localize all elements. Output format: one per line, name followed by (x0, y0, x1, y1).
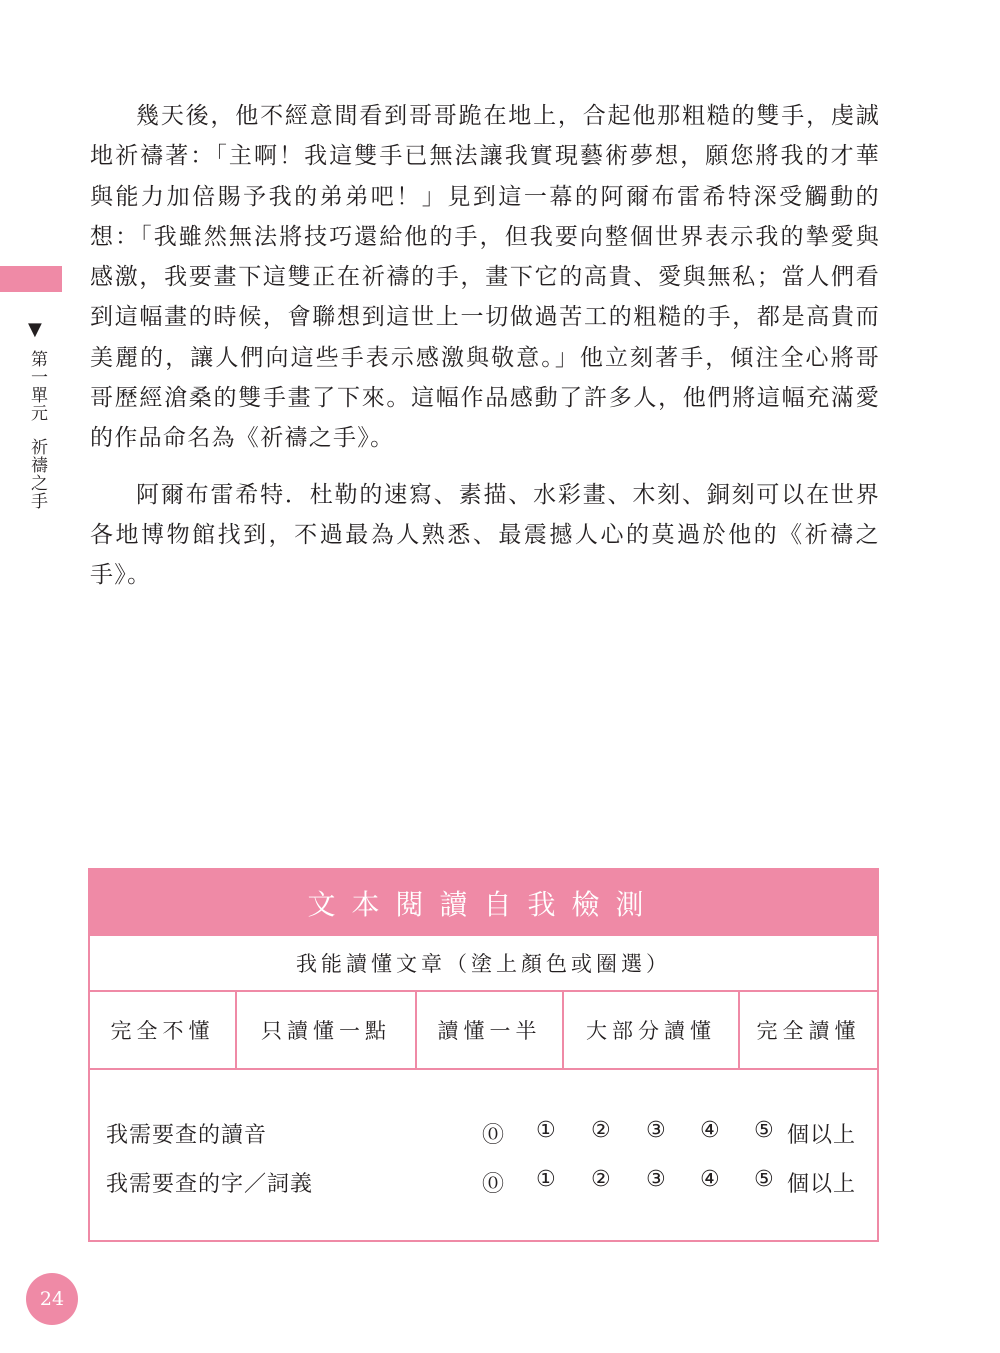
row-label: 我需要查的字／詞義 (106, 1172, 314, 1197)
count-option[interactable]: ① (536, 1167, 557, 1192)
meaning-count-row (106, 1167, 866, 1201)
count-option[interactable]: ④ (700, 1167, 721, 1192)
count-option[interactable]: ⓪ (482, 1123, 506, 1148)
unit-label: 第一單元 (27, 350, 47, 422)
count-option[interactable]: ② (591, 1118, 612, 1143)
level-option[interactable]: 讀懂一半 (415, 992, 562, 1068)
level-option[interactable]: 完全不懂 (110, 1019, 215, 1043)
page-number-badge: 24 (26, 1273, 78, 1325)
count-suffix: 個以上 (787, 1123, 857, 1148)
self-check-box (88, 868, 879, 1242)
article-body (90, 96, 880, 596)
chapter-label: 祈禱之手 (27, 438, 47, 510)
self-check-title: 文本閱讀自我檢測 (90, 870, 877, 936)
chapter-side-label (26, 350, 48, 510)
count-option[interactable]: ⑤ (754, 1118, 775, 1143)
count-option[interactable]: ③ (646, 1167, 667, 1192)
chapter-tab-marker (0, 266, 62, 292)
count-option[interactable]: ⓪ (482, 1172, 506, 1197)
self-check-subtitle: 我能讀懂文章（塗上顏色或圈選） (90, 936, 877, 992)
count-suffix: 個以上 (787, 1172, 857, 1197)
level-option[interactable]: 只讀懂一點 (235, 992, 415, 1068)
count-option[interactable]: ② (591, 1167, 612, 1192)
triangle-down-icon: ▼ (28, 319, 42, 340)
paragraph: 阿爾布雷希特．杜勒的速寫、素描、水彩畫、木刻、銅刻可以在世界各地博物館找到，不過最為人熟悉、最震撼人心的莫過於他的《祈禱之手》。 (90, 481, 880, 589)
count-option[interactable]: ⑤ (754, 1167, 775, 1192)
level-option[interactable]: 大部分讀懂 (562, 992, 738, 1068)
count-option[interactable]: ① (536, 1118, 557, 1143)
row-label: 我需要查的讀音 (106, 1123, 268, 1148)
count-option[interactable]: ④ (700, 1118, 721, 1143)
paragraph: 幾天後，他不經意間看到哥哥跪在地上，合起他那粗糙的雙手，虔誠地祈禱著：「主啊！我這雙手已無法讓我實現藝術夢想，願您將我的才華與能力加倍賜予我的弟弟吧！」見到這一幕的阿爾布雷希特深受觸動的想：「我雖然無法將技巧還給他的手，但我要向整個世界表示我的摯愛與感激，我要畫下這雙正在祈禱的手，畫下它的高貴、愛與無私；當人們看到這幅畫的時候，會聯想到這世上一切做過苦工的粗糙的手，都是高貴而美麗的，讓人們向這些手表示感激與敬意。」他立刻著手，傾注全心將哥哥歷經滄桑的雙手畫了下來。這幅作品感動了許多人，他們將這幅充滿愛的作品命名為《祈禱之手》。 (90, 103, 880, 452)
level-option[interactable]: 完全讀懂 (738, 992, 877, 1068)
pronunciation-count-row (106, 1118, 866, 1152)
understanding-levels (90, 992, 877, 1070)
count-option[interactable]: ③ (646, 1118, 667, 1143)
